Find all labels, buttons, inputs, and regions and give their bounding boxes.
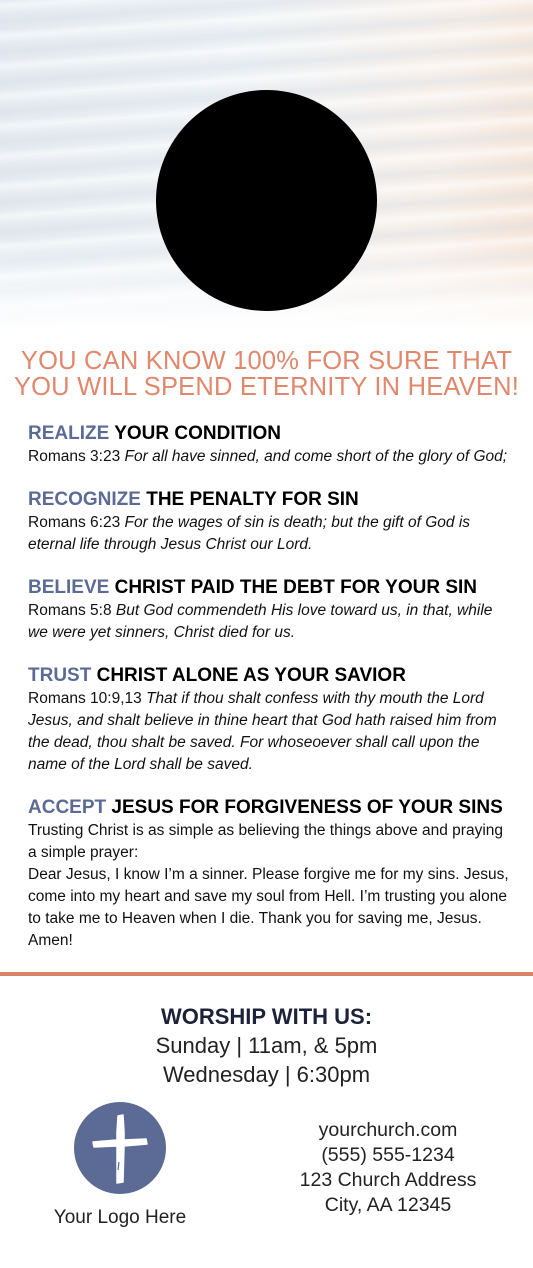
step-title	[28, 664, 513, 688]
contact-info	[278, 1118, 498, 1218]
verse-text: For the wages of sin is death; but the gift of God is eternal life through Jesus Christ our Lord.	[28, 514, 471, 553]
step-trust	[28, 664, 513, 776]
headline-line-1: YOU CAN KNOW 100% FOR SURE THAT	[20, 347, 513, 375]
step-heading: CHRIST PAID THE DEBT FOR YOUR SIN	[114, 577, 478, 598]
verse-text: For all have sinned, and come short of the glory of God;	[124, 448, 508, 465]
prayer-text: Dear Jesus, I know I’m a sinner. Please forgive me for my sins. Jesus, come into my heart and save my soul from Hell. I’m trusting you alone to take me to Heaven when I die. Thank you for saving me, Jesus. Amen!	[28, 866, 509, 949]
verse-text: That if thou shalt confess with thy mouth the Lord Jesus, and shalt believe in thine heart that God hath raised him from the dead, thou shalt be saved. For whoseoever shall call upon the name of the Lord shall be saved.	[28, 690, 497, 773]
step-heading: JESUS FOR FORGIVENESS OF YOUR SINS	[111, 797, 503, 818]
step-title	[28, 576, 513, 600]
worship-wednesday: Wednesday | 6:30pm	[162, 1062, 371, 1087]
worship-title: WORSHIP WITH US:	[160, 1004, 373, 1029]
logo-placeholder-text: Your Logo Here	[53, 1207, 187, 1228]
step-title	[28, 488, 513, 512]
step-body	[28, 688, 513, 776]
step-keyword: ACCEPT	[28, 797, 107, 818]
step-title	[28, 422, 513, 446]
step-realize	[28, 422, 513, 468]
step-body	[28, 512, 513, 556]
step-keyword: TRUST	[28, 665, 92, 686]
logo-badge	[74, 1102, 166, 1194]
step-title	[28, 796, 513, 820]
step-heading: YOUR CONDITION	[114, 423, 281, 444]
hero-background	[0, 0, 533, 330]
phone-number[interactable]: (555) 555-1234	[321, 1144, 455, 1166]
step-keyword: BELIEVE	[28, 577, 110, 598]
step-accept	[28, 796, 513, 952]
worship-times	[0, 1003, 533, 1089]
step-body	[28, 820, 513, 952]
step-recognize	[28, 488, 513, 556]
step-keyword: RECOGNIZE	[28, 489, 141, 510]
verse-reference: Romans 5:8	[28, 602, 112, 619]
street-address: 123 Church Address	[299, 1169, 477, 1191]
section-divider	[0, 972, 533, 976]
cross-icon	[74, 1102, 166, 1194]
step-believe	[28, 576, 513, 644]
worship-sunday: Sunday | 11am, & 5pm	[155, 1033, 378, 1058]
step-heading: THE PENALTY FOR SIN	[146, 489, 359, 510]
step-body	[28, 446, 513, 468]
website-link[interactable]: yourchurch.com	[318, 1119, 458, 1141]
step-keyword: REALIZE	[28, 423, 110, 444]
church-logo	[40, 1102, 200, 1230]
verse-reference: Romans 6:23	[28, 514, 121, 531]
headline	[0, 348, 533, 400]
headline-line-2: YOU WILL SPEND ETERNITY IN HEAVEN!	[13, 373, 520, 401]
verse-reference: Romans 3:23	[28, 448, 121, 465]
step-body	[28, 600, 513, 644]
photo-placeholder	[156, 90, 377, 311]
step-heading: CHRIST ALONE AS YOUR SAVIOR	[96, 665, 406, 686]
verse-reference: Romans 10:9,13	[28, 690, 142, 707]
prayer-intro: Trusting Christ is as simple as believing the things above and praying a simple prayer:	[28, 822, 504, 861]
steps-list	[28, 422, 513, 972]
verse-text: But God commendeth His love toward us, in that, while we were yet sinners, Christ died for us.	[28, 602, 493, 641]
city-state-zip: City, AA 12345	[324, 1194, 452, 1216]
